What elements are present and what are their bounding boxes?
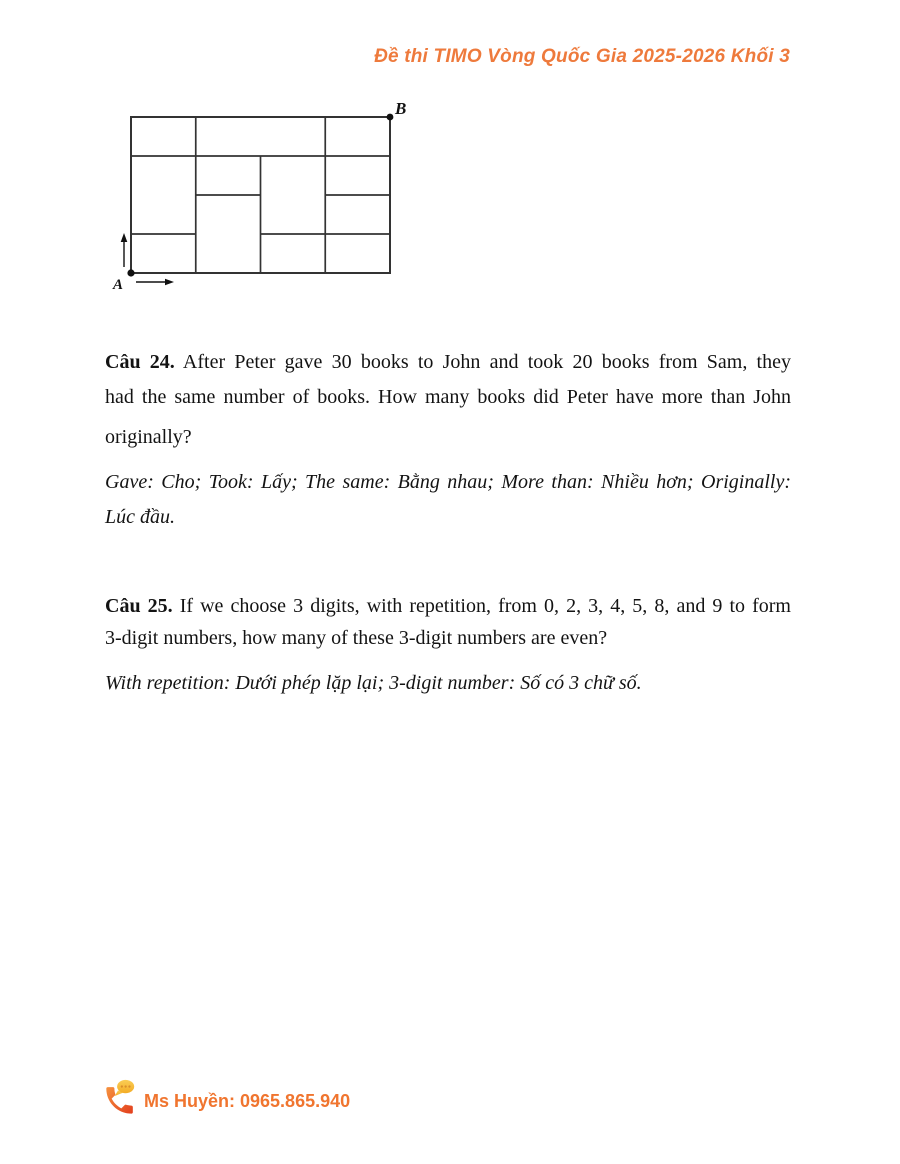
question-25-number: Câu 25. [105, 595, 173, 617]
question-24 [105, 345, 791, 455]
up-arrow [121, 233, 128, 267]
question-25-text-1: If we choose 3 digits, with repetition, from 0, 2, 3, 4, 5, 8, and 9 to form [179, 595, 791, 617]
question-24-number: Câu 24. [105, 351, 175, 373]
right-arrow [136, 279, 174, 286]
note-24-line-2: Lúc đầu. [105, 506, 175, 528]
question-25-line-2: 3-digit numbers, how many of these 3-digit numbers are even? [105, 627, 608, 649]
point-b-dot [387, 114, 394, 121]
contact-text: Ms Huyền: 0965.865.940 [144, 1090, 351, 1111]
question-25-line-1 [105, 590, 791, 622]
geometry-figure [100, 88, 420, 298]
footer-contact [100, 1078, 350, 1116]
grid-internal-lines [131, 117, 390, 273]
note-24-line-1: Gave: Cho; Took: Lấy; The same: Bằng nhau; More than: Nhiều hơn; Originally: [105, 471, 791, 493]
chat-bubble [115, 1080, 134, 1096]
question-25 [105, 590, 791, 654]
question-24-line-2: had the same number of books. How many books did Peter have more than John [105, 386, 791, 408]
question-24-line-3: originally? [105, 426, 192, 448]
point-a-dot [127, 269, 134, 276]
note-25-line-1: With repetition: Dưới phép lặp lại; 3-digit number: Số có 3 chữ số. [105, 672, 642, 694]
grid-diagram [100, 88, 420, 298]
point-a-label: A [113, 277, 124, 293]
question-25-translation-note [105, 667, 791, 699]
question-24-text-1: After Peter gave 30 books to John and took 20 books from Sam, they [182, 351, 791, 373]
question-24-line-1 [105, 345, 791, 380]
point-b-label: B [395, 99, 407, 118]
page-header-title: Đề thi TIMO Vòng Quốc Gia 2025-2026 Khối 3 [374, 46, 790, 67]
phone-chat-icon [100, 1078, 138, 1116]
question-24-translation-note [105, 465, 791, 535]
